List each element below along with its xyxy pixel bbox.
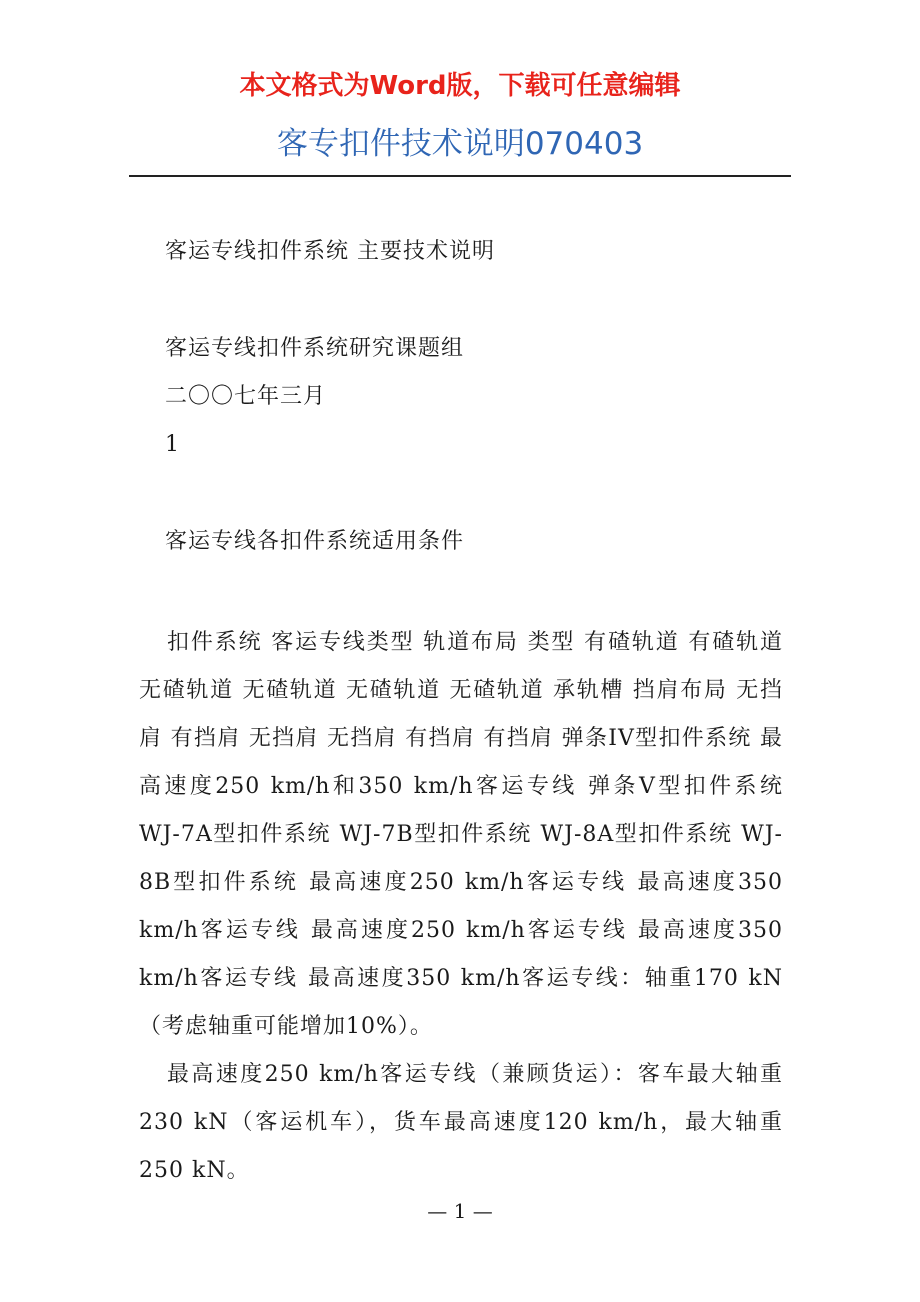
- format-notice-banner: 本文格式为Word版，下载可任意编辑: [239, 71, 681, 101]
- paragraph: 扣件系统 客运专线类型 轨道布局 类型 有碴轨道 有碴轨道 无碴轨道 无碴轨道 无碴轨道 无碴轨道 承轨槽 挡肩布局 无挡肩 有挡肩 无挡肩 无挡肩 有挡肩 有挡肩 弹条IV型扣件系统 最高速度250 km/h和350 km/h客运专线 弹条V型扣件系统 WJ-7A型扣件系统 WJ-7B型扣件系统 WJ-8A型扣件系统 WJ-8B型扣件系统 最高速度250 km/h客运专线 最高速度350 km/h客运专线 最高速度250 km/h客运专线 最高速度350 km/h客运专线 最高速度350 km/h客运专线：轴重170 kN（考虑轴重可能增加10%）。: [139, 630, 783, 1039]
- paragraph: 最高速度250 km/h客运专线（兼顾货运）：客车最大轴重230 kN（客运机车），货车最高速度120 km/h，最大轴重250 kN。: [139, 1062, 783, 1183]
- document-title: 客专扣件技术说明070403: [276, 126, 644, 162]
- page-number-footer: — 1 —: [427, 1199, 493, 1223]
- system-title-line: 客运专线扣件系统 主要技术说明: [165, 239, 495, 264]
- body-text: [139, 619, 783, 1195]
- date-line: 二〇〇七年三月: [165, 384, 327, 409]
- section-number: 1: [165, 432, 180, 457]
- research-group-line: 客运专线扣件系统研究课题组: [165, 336, 465, 361]
- title-divider: [129, 175, 791, 177]
- conditions-heading: 客运专线各扣件系统适用条件: [165, 529, 465, 554]
